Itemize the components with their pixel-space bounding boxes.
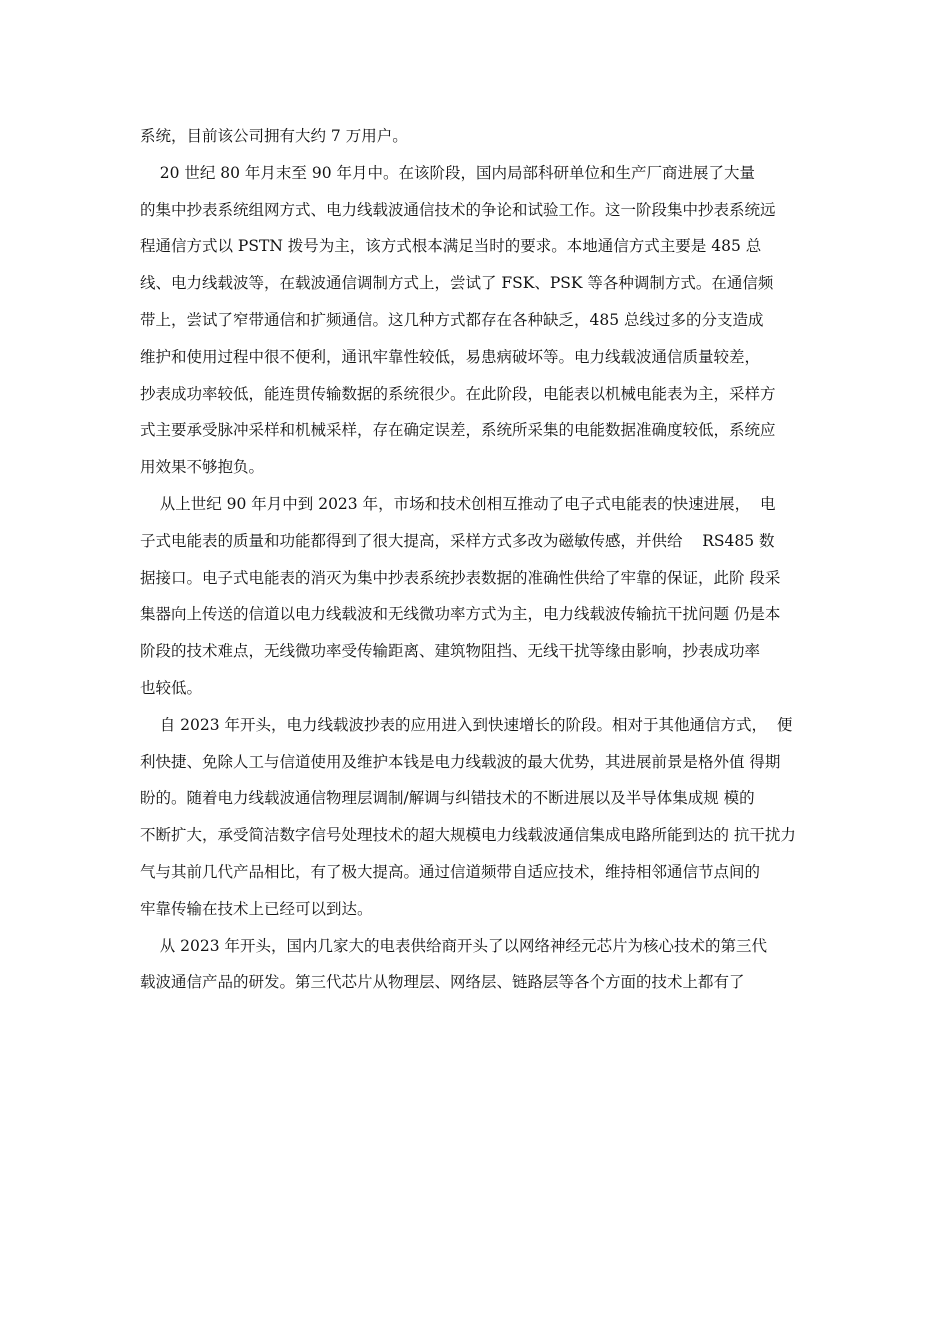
paragraph-3 [140,486,820,707]
text-line: 线、电力线载波等，在载波通信调制方式上，尝试了 FSK、PSK 等各种调制方式。在通信频 [140,274,774,293]
paragraph-4 [140,707,820,928]
text-line: 气与其前几代产品相比，有了极大提高。通过信道频带自适应技术，维持相邻通信节点间的 [140,862,761,881]
text-line: 不断扩大，承受简洁数字信号处理技术的超大规模电力线载波通信集成电路所能到达的 抗干扰力 [140,826,796,845]
text-line: 维护和使用过程中很不便利，通讯牢靠性较低，易患病破坏等。电力线载波通信质量较差， [140,347,761,366]
text-line: 从 2023 年开头，国内几家大的电表供给商开头了以网络神经元芯片为核心技术的第三代 [140,936,768,955]
text-line: 式主要承受脉冲采样和机械采样，存在确定误差，系统所采集的电能数据准确度较低，系统应 [140,421,776,440]
text-line: 阶段的技术难点，无线微功率受传输距离、建筑物阻挡、无线干扰等缘由影响，抄表成功率 [140,642,761,661]
text-line: 带上，尝试了窄带通信和扩频通信。这几种方式都存在各种缺乏，485 总线过多的分支造成 [140,310,764,329]
paragraph-5 [140,928,820,1002]
text-line: 据接口。电子式电能表的消灭为集中抄表系统抄表数据的准确性供给了牢靠的保证，此阶 段采 [140,568,781,587]
text-line: 也较低。 [140,678,203,697]
text-line: 集器向上传送的信道以电力线载波和无线微功率方式为主，电力线载波传输抗干扰问题 仍是本 [140,605,781,624]
text-line: 子式电能表的质量和功能都得到了很大提高，采样方式多改为磁敏传感，并供给 RS485 数 [140,531,775,550]
text-line: 用效果不够抱负。 [140,458,265,477]
text-line: 从上世纪 90 年月中到 2023 年，市场和技术创相互推动了电子式电能表的快速进展， 电 [140,494,776,513]
text-line: 程通信方式以 PSTN 拨号为主，该方式根本满足当时的要求。本地通信方式主要是 485 总 [140,237,762,256]
text-line: 载波通信产品的研发。第三代芯片从物理层、网络层、链路层等各个方面的技术上都有了 [140,973,745,992]
text-line: 20 世纪 80 年月末至 90 年月中。在该阶段，国内局部科研单位和生产厂商进展了大量 [140,163,756,182]
paragraph-2 [140,155,820,486]
text-line: 系统，目前该公司拥有大约 7 万用户。 [140,127,408,145]
text-line: 自 2023 年开头，电力线载波抄表的应用进入到快速增长的阶段。相对于其他通信方式， 便 [140,715,793,734]
document-body [140,118,820,1001]
text-line: 利快捷、免除人工与信道使用及维护本钱是电力线载波的最大优势，其进展前景是格外值 得期 [140,752,781,771]
text-line: 抄表成功率较低，能连贯传输数据的系统很少。在此阶段，电能表以机械电能表为主，采样方 [140,384,776,403]
paragraph-1 [140,118,820,155]
text-line: 盼的。随着电力线载波通信物理层调制/解调与纠错技术的不断进展以及半导体集成规 模的 [140,789,755,808]
text-line: 牢靠传输在技术上已经可以到达。 [140,899,373,918]
text-line: 的集中抄表系统组网方式、电力线载波通信技术的争论和试验工作。这一阶段集中抄表系统远 [140,200,776,219]
